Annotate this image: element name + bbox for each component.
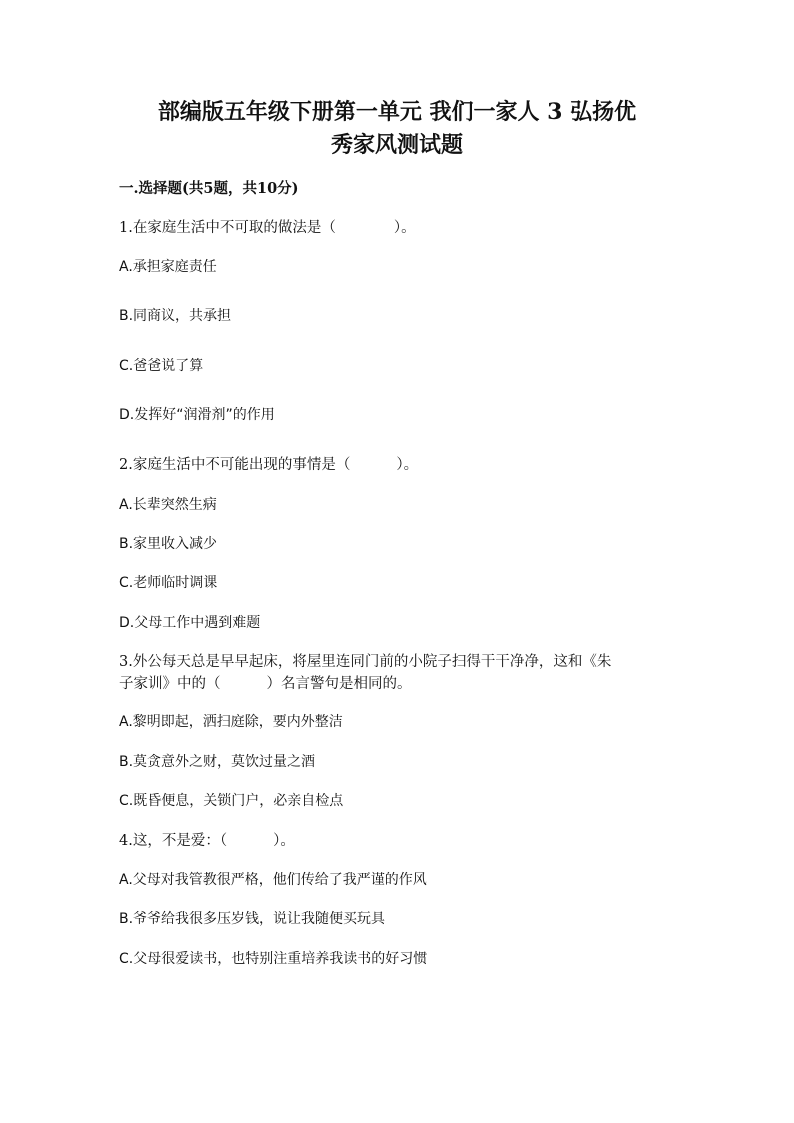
section-heading: 一.选择题(共5题，共10分) — [119, 180, 299, 197]
question-2-stem-end: ）。 — [396, 457, 419, 473]
question-3-option-b: B.莫贪意外之财，莫饮过量之酒 — [119, 754, 316, 770]
question-1-stem — [119, 217, 416, 239]
question-4-option-a: A.父母对我管教很严格，他们传给了我严谨的作风 — [119, 872, 427, 888]
question-4-stem — [119, 830, 295, 852]
question-1-option-b: B.同商议，共承担 — [119, 308, 232, 324]
question-4-stem-end: ）。 — [273, 833, 295, 849]
question-1-stem-text: 1.在家庭生活中不可取的做法是（ — [119, 220, 336, 236]
question-3-stem-line-2 — [119, 673, 412, 695]
question-4-option-c: C.父母很爱读书，也特别注重培养我读书的好习惯 — [119, 951, 428, 967]
question-3-stem-end: ）名言警句是相同的。 — [266, 676, 412, 692]
question-1-option-a: A.承担家庭责任 — [119, 259, 217, 275]
question-2-stem — [119, 454, 418, 476]
question-3-option-a: A.黎明即起，洒扫庭除，要内外整洁 — [119, 714, 343, 730]
question-4-stem-text: 4.这，不是爱：（ — [119, 833, 228, 849]
question-1-stem-end: ）。 — [393, 220, 416, 236]
document-title-line-2: 秀家风测试题 — [330, 132, 463, 158]
question-4-option-b: B.爷爷给我很多压岁钱，说让我随便买玩具 — [119, 911, 386, 927]
question-3-stem-text: 子家训》中的（ — [119, 676, 221, 692]
question-1-option-d: D.发挥好“润滑剂”的作用 — [119, 407, 275, 423]
question-2-option-b: B.家里收入减少 — [119, 536, 218, 552]
question-2-option-d: D.父母工作中遇到难题 — [119, 615, 261, 631]
question-3-stem-line-1: 3.外公每天总是早早起床，将屋里连同门前的小院子扫得干干净净，这和《朱 — [119, 654, 612, 670]
document-title-line-1: 部编版五年级下册第一单元 我们一家人 3 弘扬优 — [157, 99, 637, 125]
question-3-option-c: C.既昏便息，关锁门户，必亲自检点 — [119, 793, 344, 809]
question-2-option-c: C.老师临时调课 — [119, 575, 218, 591]
question-2-stem-text: 2.家庭生活中不可能出现的事情是（ — [119, 457, 351, 473]
question-1-option-c: C.爸爸说了算 — [119, 358, 204, 374]
question-2-option-a: A.长辈突然生病 — [119, 497, 217, 513]
